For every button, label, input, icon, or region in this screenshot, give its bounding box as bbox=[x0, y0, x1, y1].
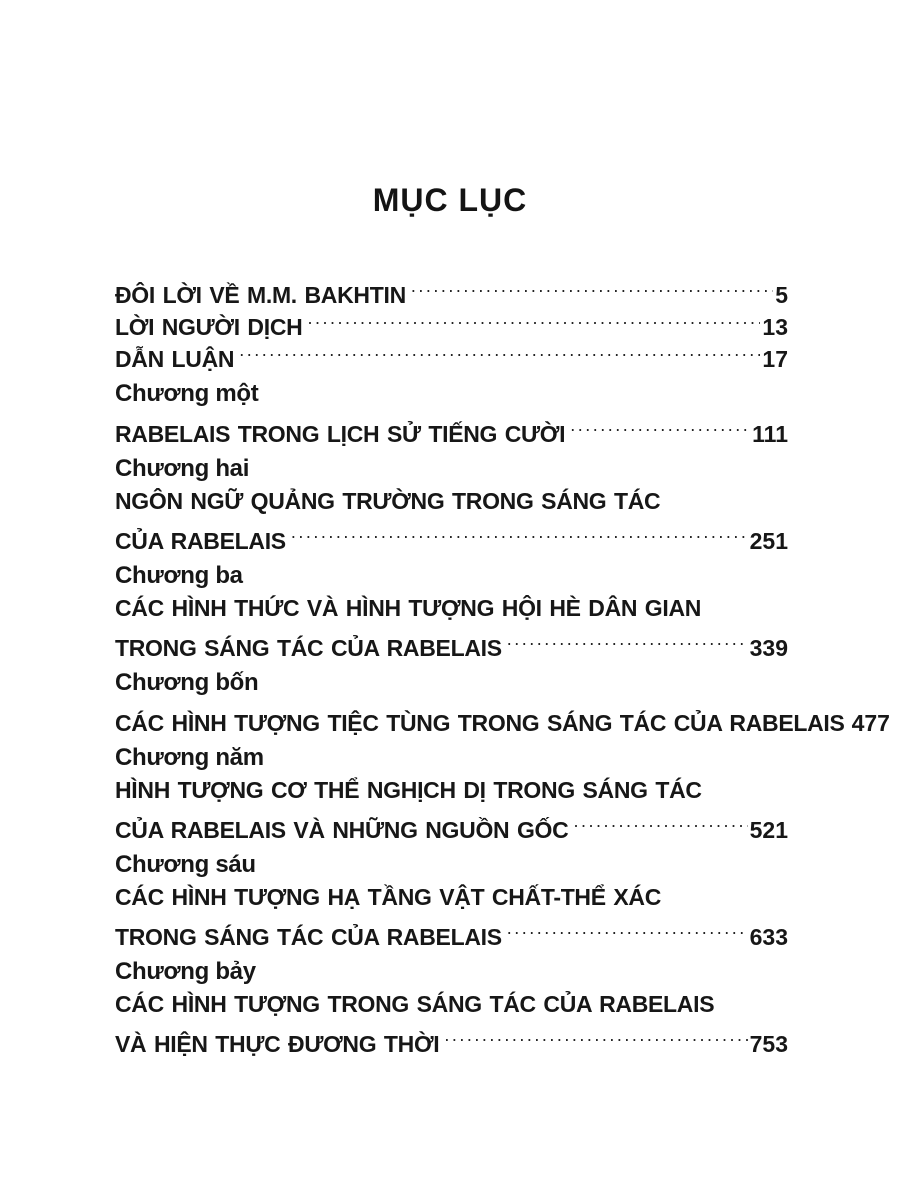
dot-leader bbox=[507, 624, 748, 656]
chapter-block bbox=[115, 378, 788, 447]
toc-list bbox=[0, 271, 900, 1057]
dot-leader bbox=[507, 913, 748, 945]
chapter-heading-row bbox=[115, 956, 788, 988]
chapter-heading: Chương bảy bbox=[115, 958, 256, 985]
page-number: 17 bbox=[762, 346, 788, 372]
chapter-title-line bbox=[115, 774, 788, 806]
entry-label: CÁC HÌNH TƯỢNG HẠ TẦNG VẬT CHẤT-THỂ XÁC bbox=[115, 884, 662, 910]
page-title: MỤC LỤC bbox=[372, 182, 528, 218]
toc-entry bbox=[115, 624, 788, 661]
page-number: 13 bbox=[762, 314, 788, 340]
entry-label: HÌNH TƯỢNG CƠ THỂ NGHỊCH DỊ TRONG SÁNG TÁC bbox=[115, 777, 702, 803]
chapter-heading-row bbox=[115, 742, 788, 774]
entry-label: CÁC HÌNH TƯỢNG TIỆC TÙNG TRONG SÁNG TÁC CỦA RABELAIS bbox=[115, 710, 845, 736]
chapter-title-line bbox=[115, 881, 788, 913]
page-number: 753 bbox=[749, 1031, 788, 1057]
page-number: 5 bbox=[775, 282, 788, 308]
dot-leader bbox=[291, 517, 748, 549]
toc-entry bbox=[115, 699, 890, 736]
toc-entry bbox=[115, 517, 788, 554]
entry-label: VÀ HIỆN THỰC ĐƯƠNG THỜI bbox=[115, 1031, 440, 1057]
chapter-heading: Chương bốn bbox=[115, 669, 259, 696]
page-number: 521 bbox=[749, 817, 788, 843]
chapter-heading-row bbox=[115, 667, 788, 699]
entry-label: TRONG SÁNG TÁC CỦA RABELAIS bbox=[115, 924, 502, 950]
chapter-block bbox=[115, 453, 788, 554]
chapter-heading-row bbox=[115, 849, 788, 881]
page-number: 251 bbox=[749, 528, 788, 554]
chapter-heading: Chương hai bbox=[115, 455, 250, 482]
entry-label: CỦA RABELAIS bbox=[115, 528, 286, 554]
dot-leader bbox=[239, 335, 760, 367]
dot-leader bbox=[307, 303, 760, 335]
entry-label: CÁC HÌNH TƯỢNG TRONG SÁNG TÁC CỦA RABELAIS bbox=[115, 991, 715, 1017]
chapter-block bbox=[115, 560, 788, 661]
chapter-heading-row bbox=[115, 453, 788, 485]
toc-entry bbox=[115, 913, 788, 950]
entry-label: NGÔN NGỮ QUẢNG TRƯỜNG TRONG SÁNG TÁC bbox=[115, 488, 661, 514]
toc-entry bbox=[115, 1020, 788, 1057]
entry-label: CÁC HÌNH THỨC VÀ HÌNH TƯỢNG HỘI HÈ DÂN GIAN bbox=[115, 595, 702, 621]
dot-leader bbox=[573, 806, 747, 838]
page-number: 111 bbox=[752, 421, 788, 447]
dot-leader bbox=[570, 410, 750, 442]
entry-label: RABELAIS TRONG LỊCH SỬ TIẾNG CƯỜI bbox=[115, 421, 566, 447]
chapter-heading: Chương ba bbox=[115, 562, 243, 589]
chapter-heading: Chương sáu bbox=[115, 851, 256, 878]
chapter-heading: Chương một bbox=[115, 380, 259, 407]
chapter-block bbox=[115, 849, 788, 950]
chapter-title-line bbox=[115, 988, 788, 1020]
dot-leader bbox=[411, 271, 773, 303]
page-number: 477 bbox=[851, 710, 890, 736]
entry-label: LỜI NGƯỜI DỊCH bbox=[115, 314, 303, 340]
toc-entry bbox=[115, 410, 788, 447]
chapter-heading-row bbox=[115, 378, 788, 410]
chapter-block bbox=[115, 956, 788, 1057]
entry-label: ĐÔI LỜI VỀ M.M. BAKHTIN bbox=[115, 282, 406, 308]
chapter-heading-row bbox=[115, 560, 788, 592]
chapter-block bbox=[115, 667, 890, 736]
chapter-title-line bbox=[115, 592, 788, 624]
toc-entry bbox=[115, 271, 788, 308]
entry-label: TRONG SÁNG TÁC CỦA RABELAIS bbox=[115, 635, 502, 661]
chapter-title-line bbox=[115, 485, 788, 517]
chapter-block bbox=[115, 742, 788, 843]
chapter-heading: Chương năm bbox=[115, 744, 264, 771]
page-number: 339 bbox=[749, 635, 788, 661]
page-number: 633 bbox=[749, 924, 788, 950]
entry-label: CỦA RABELAIS VÀ NHỮNG NGUỒN GỐC bbox=[115, 817, 569, 843]
dot-leader bbox=[444, 1020, 747, 1052]
entry-label: DẪN LUẬN bbox=[115, 346, 235, 372]
toc-entry bbox=[115, 806, 788, 843]
